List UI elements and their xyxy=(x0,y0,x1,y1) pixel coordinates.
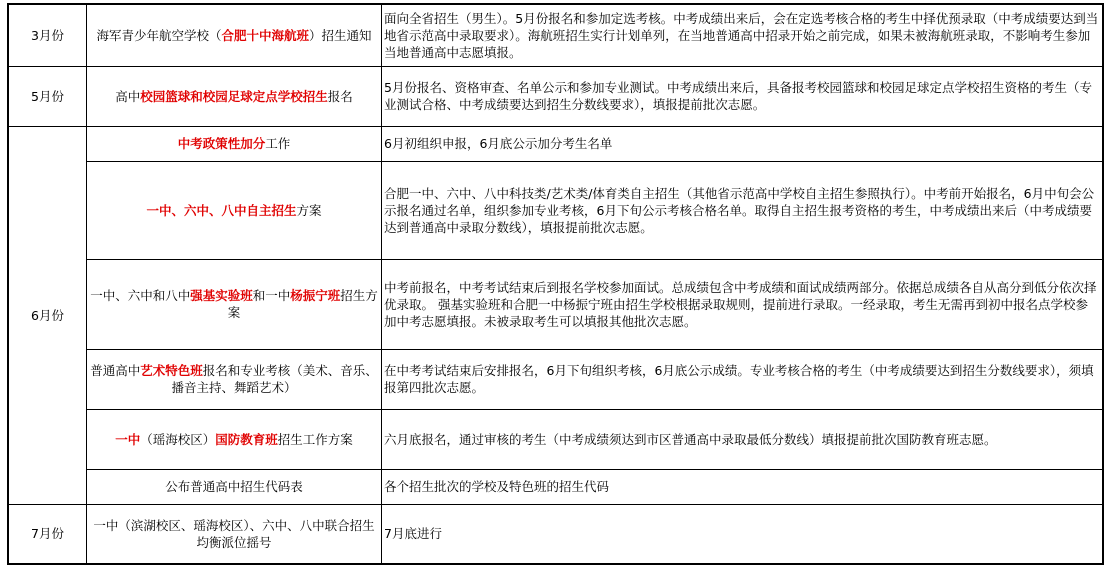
item-text: 和一中 xyxy=(252,288,291,303)
description-cell: 六月底报名，通过审核的考生（中考成绩须达到市区普通高中录取最低分数线）填报提前批次国防教育班志愿。 xyxy=(382,409,1104,469)
item-cell xyxy=(87,4,382,66)
month-cell: 3月份 xyxy=(8,4,87,66)
item-text: 方案 xyxy=(296,202,322,218)
item-text: ）招生通知 xyxy=(309,27,372,43)
item-cell xyxy=(87,504,382,564)
highlighted-text: 合肥十中海航班 xyxy=(221,27,309,43)
description-cell: 合肥一中、六中、八中科技类/艺术类/体育类自主招生（其他省示范高中学校自主招生参照执行）。中考前开始报名，6月中旬会公示报名通过名单，组织参加专业考核，6月下旬公示考核合格名单。取得自主招生报考资格的考生，中考成绩出来后（中考成绩要达到普通高中录取分数线），填报提前批次志愿。 xyxy=(382,161,1104,259)
month-cell: 7月份 xyxy=(8,504,87,564)
highlighted-text: 强基实验班 xyxy=(190,288,253,303)
item-text: （瑶海校区） xyxy=(140,431,216,447)
description-cell: 5月份报名、资格审查、名单公示和参加专业测试。中考成绩出来后，具备报考校园篮球和校园足球定点学校招生资格的考生（专业测试合格、中考成绩要达到招生分数线要求），填报提前批次志愿。 xyxy=(382,66,1104,126)
highlighted-text: 杨振宁班 xyxy=(290,288,341,303)
item-text: 报名 xyxy=(327,88,353,104)
description-cell: 6月初组织申报，6月底公示加分考生名单 xyxy=(382,126,1104,161)
highlighted-text: 国防教育班 xyxy=(215,431,278,447)
item-text: 工作 xyxy=(265,136,291,151)
table-row xyxy=(8,4,1103,66)
table-row xyxy=(8,504,1103,564)
table-row xyxy=(8,161,1103,259)
table-body xyxy=(8,4,1103,564)
table-row xyxy=(8,409,1103,469)
admission-schedule-table xyxy=(7,3,1104,565)
month-cell: 6月份 xyxy=(8,126,87,504)
highlighted-text: 中考政策性加分 xyxy=(177,136,266,151)
item-text: 普通高中 xyxy=(90,363,141,378)
item-cell xyxy=(87,259,382,349)
item-text: 一中（滨湖校区、瑶海校区）、六中、八中联合招生均衡派位摇号 xyxy=(93,517,375,550)
item-text: 公布普通高中招生代码表 xyxy=(165,479,303,494)
highlighted-text: 一中、六中、八中自主招生 xyxy=(146,202,297,218)
item-text: 海军青少年航空学校（ xyxy=(96,27,222,43)
table-row xyxy=(8,259,1103,349)
highlighted-text: 一中 xyxy=(115,431,141,447)
month-cell: 5月份 xyxy=(8,66,87,126)
table-row xyxy=(8,349,1103,409)
table-row xyxy=(8,469,1103,504)
item-cell xyxy=(87,349,382,409)
highlighted-text: 艺术特色班 xyxy=(140,363,203,378)
table-row xyxy=(8,66,1103,126)
item-cell xyxy=(87,469,382,504)
description-cell: 各个招生批次的学校及特色班的招生代码 xyxy=(382,469,1104,504)
description-cell: 中考前报名，中考考试结束后到报名学校参加面试。总成绩包含中考成绩和面试成绩两部分。依据总成绩各自从高分到低分依次择优录取。 强基实验班和合肥一中杨振宁班由招生学校根据录取规则，提前进行录取。一经录取，考生无需再到初中报名点学校参加中考志愿填报。未被录取考生可以填报其他批次志愿。 xyxy=(382,259,1104,349)
item-cell xyxy=(87,409,382,469)
highlighted-text: 校园篮球和校园足球定点学校招生 xyxy=(140,88,328,104)
item-cell xyxy=(87,66,382,126)
table-row xyxy=(8,126,1103,161)
item-text: 招生工作方案 xyxy=(277,431,353,447)
item-cell xyxy=(87,161,382,259)
description-cell: 7月底进行 xyxy=(382,504,1104,564)
item-text: 一中、六中和八中 xyxy=(90,288,191,303)
item-text: 报名和专业考核（美术、音乐、播音主持、舞蹈艺术） xyxy=(171,363,378,395)
description-cell: 在中考考试结束后安排报名，6月下旬组织考核，6月底公示成绩。专业考核合格的考生（中考成绩要达到招生分数线要求），须填报第四批次志愿。 xyxy=(382,349,1104,409)
item-text: 高中 xyxy=(115,88,141,104)
item-cell xyxy=(87,126,382,161)
item-text: 招生方案 xyxy=(227,288,378,320)
description-cell: 面向全省招生（男生）。5月份报名和参加定选考核。中考成绩出来后，会在定选考核合格的考生中择优预录取（中考成绩要达到当地省示范高中录取要求）。海航班招生实行计划单列，在当地普通高中招录开始之前完成，如果未被海航班录取，不影响考生参加当地普通高中志愿填报。 xyxy=(382,4,1104,66)
